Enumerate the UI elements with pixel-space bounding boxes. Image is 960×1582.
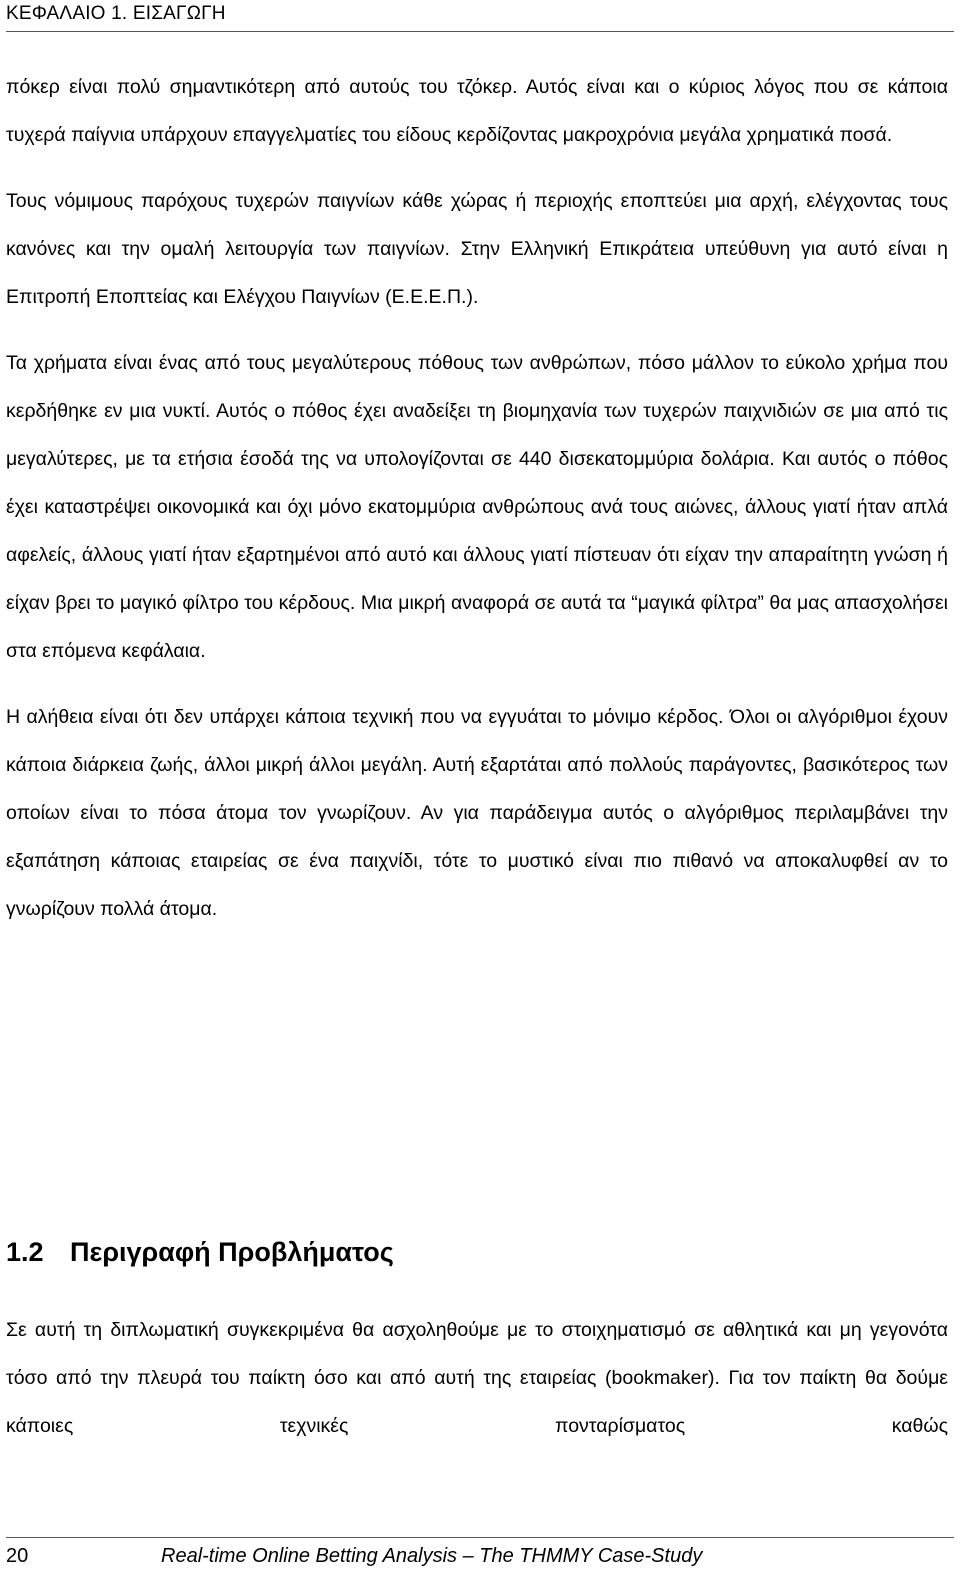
paragraph: πόκερ είναι πολύ σημαντικότερη από αυτούς του τζόκερ. Αυτός είναι και ο κύριος λόγος που σε κάποια τυχερά παίγνια υπάρχουν επαγγελματίες του είδους κερδίζοντας μακροχρόνια μεγάλα χρηματικά ποσά. [6,76,948,146]
document-title: Real-time Online Betting Analysis – The THMMY Case-Study [161,1545,703,1567]
paragraph: Η αλήθεια είναι ότι δεν υπάρχει κάποια τεχνική που να εγγυάται το μόνιμο κέρδος. Όλοι οι αλγόριθμοι έχουν κάποια διάρκεια ζωής, άλλοι μικρή άλλοι μεγάλη. Αυτή εξαρτάται από πολλούς παράγοντες, βασικότερος των οποίων είναι το πόσα άτομα τον γνωρίζουν. Αν για παράδειγμα αυτός ο αλγόριθμος περιλαμβάνει την εξαπάτηση κάποιας εταιρείας σε ένα παιχνίδι, τότε το μυστικό είναι πιο πιθανό να αποκαλυφθεί αν το γνωρίζουν πολλά άτομα. [6,706,948,920]
page-header [6,0,954,32]
section-title: Περιγραφή Προβλήματος [70,1237,394,1267]
chapter-title: ΚΕΦΑΛΑΙΟ 1. ΕΙΣΑΓΩΓΗ [6,3,226,24]
section-heading [6,1227,394,1277]
page-number: 20 [6,1545,29,1567]
section-paragraph: Σε αυτή τη διπλωματική συγκεκριμένα θα ασχοληθούμε με το στοιχηματισμό σε αθλητικά και μη γεγονότα τόσο από την πλευρά του παίκτη όσο και από αυτή της εταιρείας (bookmaker). Για τον παίκτη θα δούμε κάποιες τεχνικές πονταρίσματος καθώς [6,1319,948,1437]
page-footer [6,1537,954,1582]
section-number: 1.2 [6,1237,44,1267]
paragraph: Τα χρήματα είναι ένας από τους μεγαλύτερους πόθους των ανθρώπων, πόσο μάλλον το εύκολο χρήμα που κερδήθηκε εν μια νυκτί. Αυτός ο πόθος έχει αναδείξει τη βιομηχανία των τυχερών παιχνιδιών σε μια από τις μεγαλύτερες, με τα ετήσια έσοδά της να υπολογίζονται σε 440 δισεκατομμύρια δολάρια. Και αυτός ο πόθος έχει καταστρέψει οικονομικά και όχι μόνο εκατομμύρια ανθρώπους ανά τους αιώνες, άλλους γιατί ήταν απλά αφελείς, άλλους γιατί ήταν εξαρτημένοι από αυτό και άλλους γιατί πίστευαν ότι είχαν την απαραίτητη γνώση ή είχαν βρει το μαγικό φίλτρο του κέρδους. Μια μικρή αναφορά σε αυτά τα “μαγικά φίλτρα” θα μας απασχολήσει στα επόμενα κεφάλαια. [6,352,948,662]
body-text [6,63,948,933]
paragraph: Τους νόμιμους παρόχους τυχερών παιγνίων κάθε χώρας ή περιοχής εποπτεύει μια αρχή, ελέγχοντας τους κανόνες και την ομαλή λειτουργία των παιγνίων. Στην Ελληνική Επικράτεια υπεύθυνη για αυτό είναι η Επιτροπή Εποπτείας και Ελέγχου Παιγνίων (Ε.Ε.Ε.Π.). [6,190,948,308]
